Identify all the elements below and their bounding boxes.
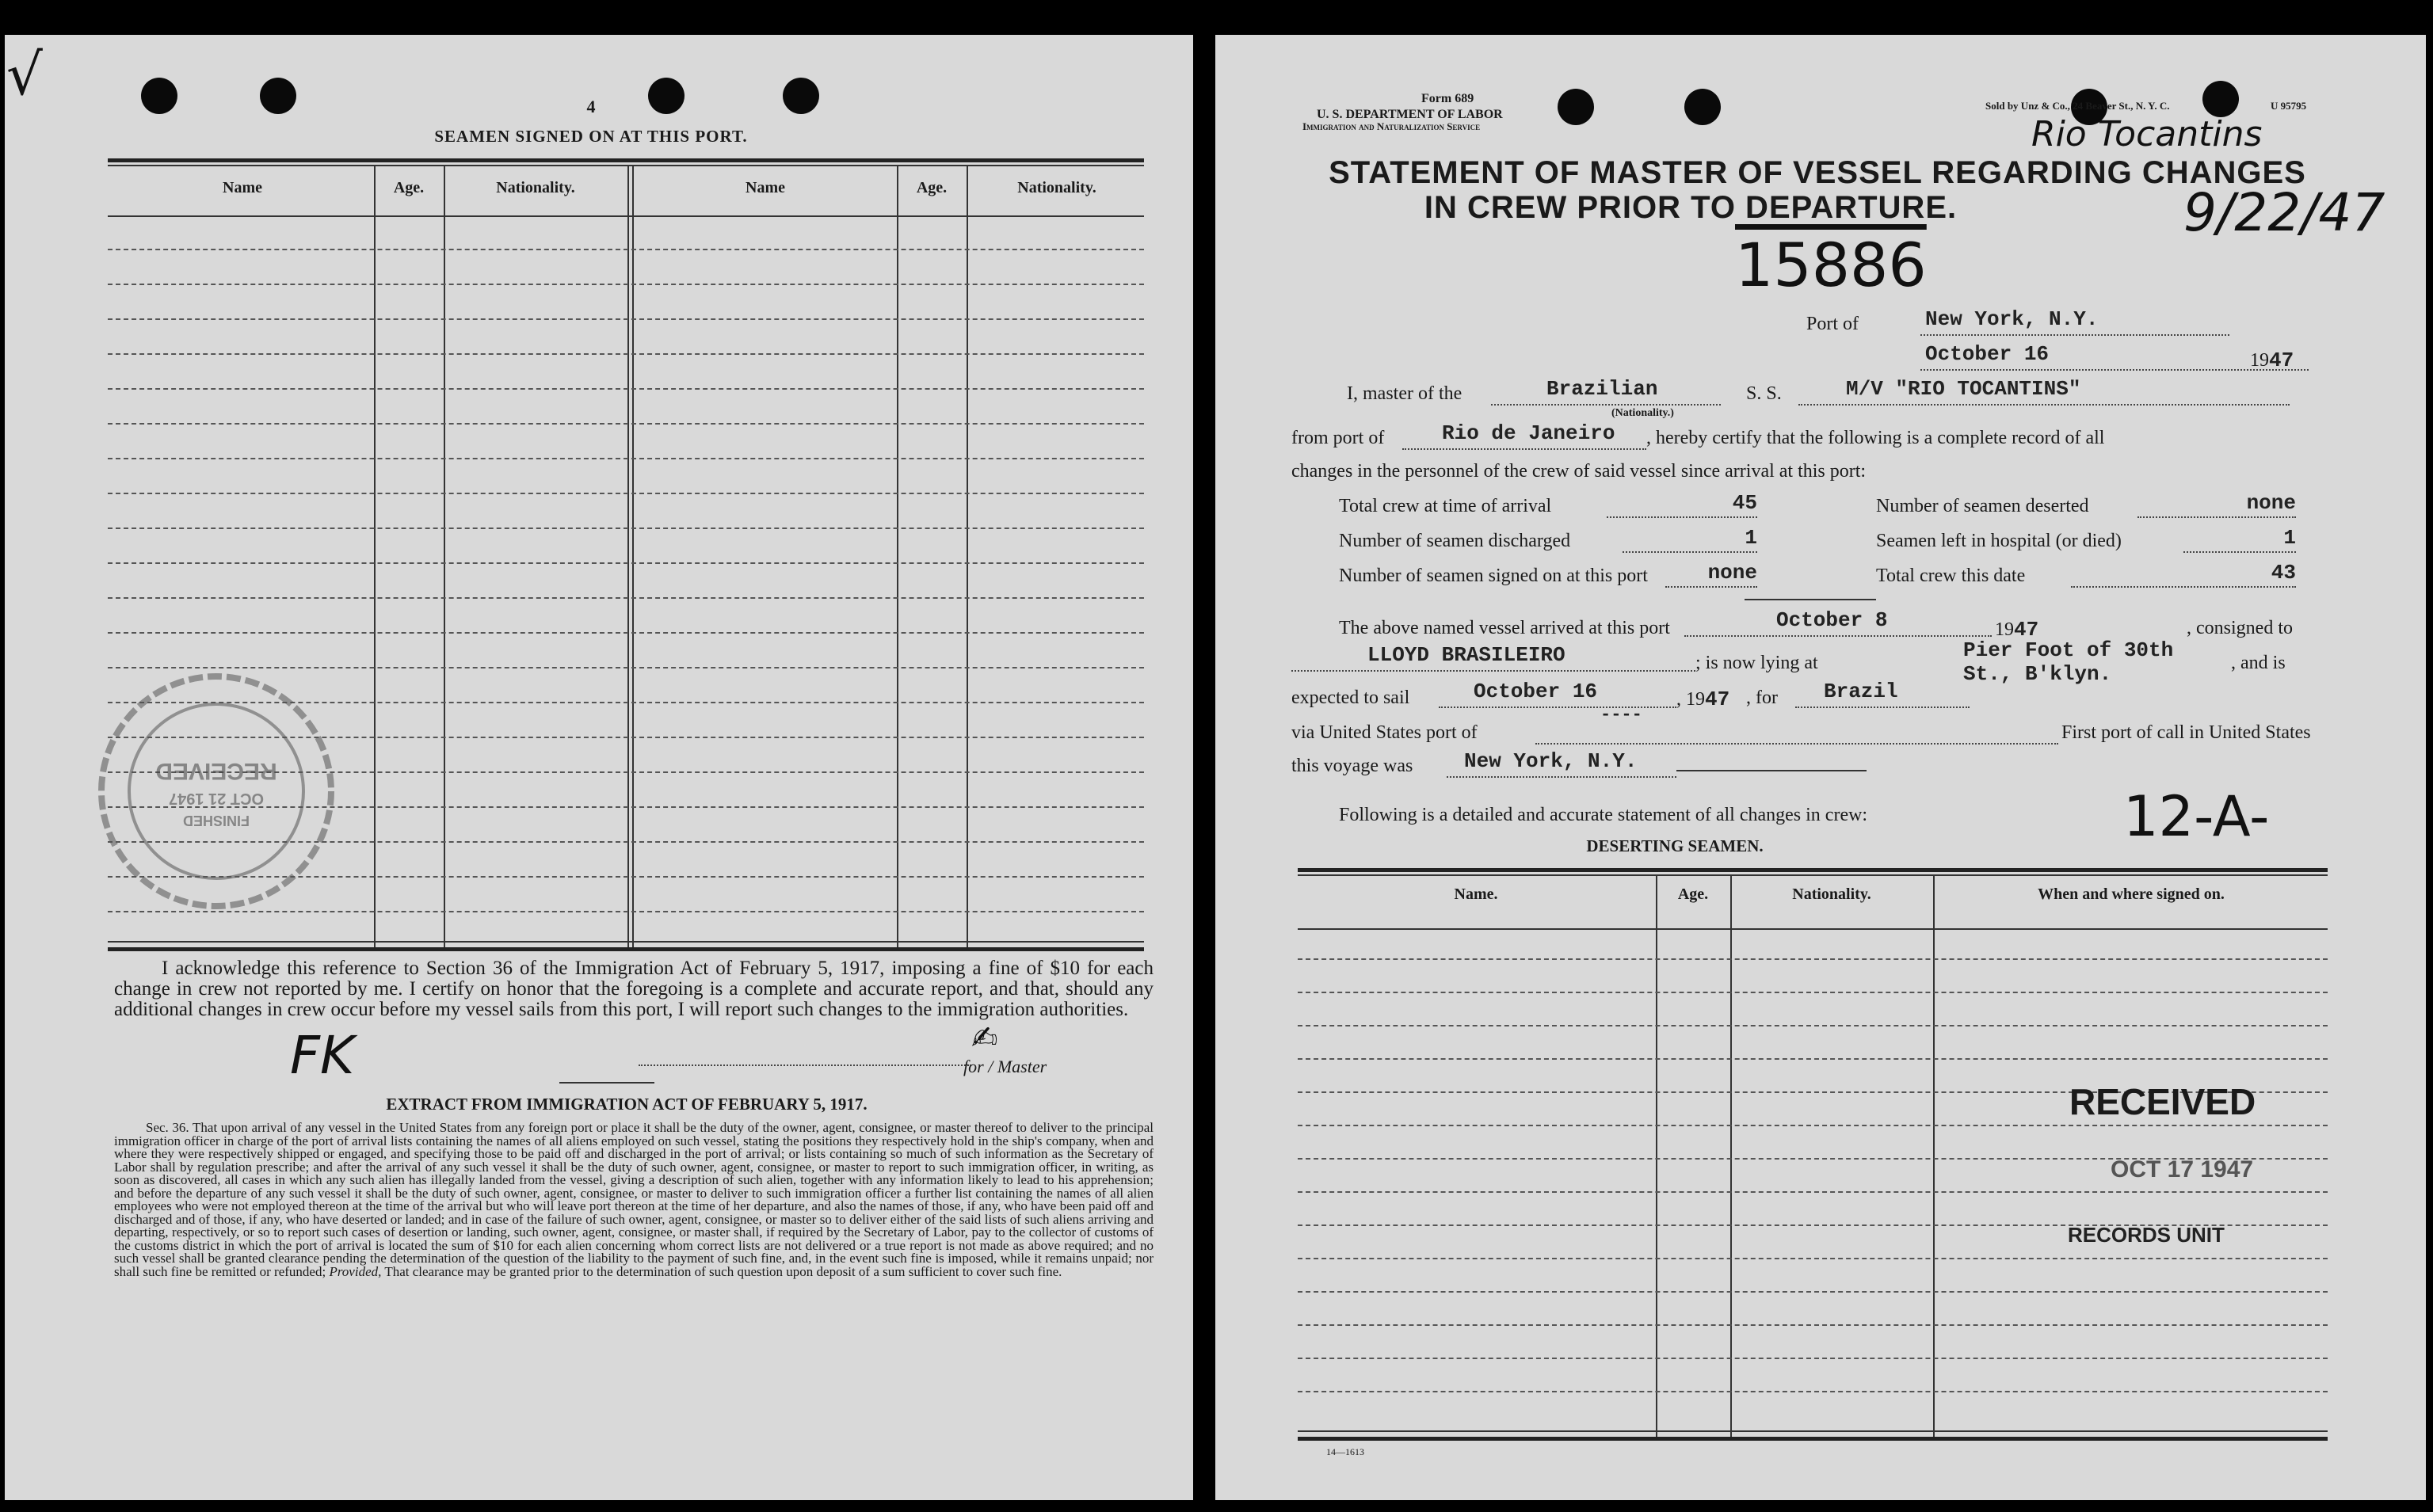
from-port-label: from port of: [1291, 428, 1385, 448]
table-row: [1298, 1191, 2328, 1193]
stat-total-date-value: 43: [2071, 561, 2296, 588]
service: Immigration and Naturalization Service: [1302, 120, 1481, 132]
column-header: Nationality.: [1017, 179, 1096, 196]
table-row: [1298, 1258, 2328, 1259]
table-row: [108, 353, 1144, 355]
ss-label: S. S.: [1746, 383, 1782, 404]
column-header: Name: [746, 179, 785, 196]
table-top-rule: [1298, 874, 2328, 876]
lying-field: Pier Foot of 30th St., B'klyn.: [1963, 638, 2174, 686]
extract-body: [114, 1122, 1154, 1278]
column-header: When and where signed on.: [2038, 885, 2225, 903]
sold-by: Sold by Unz & Co., 24 Beaver St., N. Y. C.: [1985, 100, 2170, 112]
left-page: [5, 35, 1193, 1500]
table-top-rule: [1298, 868, 2328, 872]
arrived-year: 1947: [1995, 618, 2039, 642]
column-header: Nationality.: [1792, 885, 1871, 903]
from-port-field: Rio de Janeiro: [1402, 421, 1646, 450]
extract-sec: Sec. 36.: [146, 1120, 189, 1135]
table-row: [108, 562, 1144, 564]
stamp-text: [141, 757, 292, 828]
table-top-rule: [108, 165, 1144, 166]
changes-text: changes in the personnel of the crew of said vessel since arrival at this port:: [1291, 461, 1867, 482]
table-row: [108, 388, 1144, 390]
vessel-field: M/V "RIO TOCANTINS": [1798, 377, 2290, 406]
stat-deserted-label: Number of seamen deserted: [1876, 496, 2089, 516]
table-row: [108, 527, 1144, 529]
signature-line: [639, 1050, 971, 1066]
via-dash: ----: [1600, 705, 1642, 725]
records-unit: RECORDS UNIT: [2068, 1223, 2225, 1247]
table-bottom-rule: [1298, 1437, 2328, 1441]
via-label: via United States port of: [1291, 722, 1478, 743]
handwritten-initials: FK: [290, 1025, 355, 1086]
column-header: Nationality.: [496, 179, 575, 196]
table-row: [108, 493, 1144, 494]
table-row: [1298, 1058, 2328, 1060]
sail-field: October 16: [1439, 680, 1676, 708]
header-rule: [108, 215, 1144, 217]
short-rule: [559, 1082, 654, 1084]
stat-total-arrival-label: Total crew at time of arrival: [1339, 496, 1552, 516]
voyage-label: this voyage was: [1291, 756, 1413, 776]
right-page: [1215, 35, 2426, 1500]
column-header: Age.: [1677, 885, 1709, 903]
table-row: [1298, 1125, 2328, 1126]
consigned-label: , consigned to: [2187, 618, 2293, 638]
punch-hole: [2202, 81, 2239, 117]
arrived-field: October 8: [1684, 608, 1992, 637]
consignee-field: LLOYD BRASILEIRO: [1291, 643, 1695, 672]
signature-master: Master: [997, 1057, 1047, 1076]
column-divider-double: [627, 165, 634, 949]
column-divider: [444, 165, 445, 949]
handwritten-vessel: Rio Tocantins: [2031, 114, 2263, 154]
round-stamp: [93, 668, 339, 914]
deserting-heading: DESERTING SEAMEN.: [1586, 836, 1764, 855]
first-port-label: First port of call in United States: [2061, 722, 2311, 743]
received-stamp: RECEIVED: [2069, 1081, 2256, 1122]
header-rule: [1298, 928, 2328, 930]
punch-hole: [141, 78, 177, 114]
checkmark: √: [6, 41, 43, 108]
stat-signed-on-label: Number of seamen signed on at this port: [1339, 566, 1648, 586]
lying-label: ; is now lying at: [1695, 653, 1818, 673]
form-code: U 95795: [2271, 100, 2307, 112]
extract-proviso-label: Provided,: [329, 1263, 382, 1279]
table-bottom-rule: [1298, 1430, 2328, 1432]
table-row: [108, 597, 1144, 599]
handwritten-date: 9/22/47: [2183, 182, 2385, 243]
signature: ✍: [971, 1020, 998, 1057]
stat-hospital-label: Seamen left in hospital (or died): [1876, 531, 2122, 551]
port-of-label: Port of: [1806, 314, 1859, 334]
punch-hole: [1684, 89, 1721, 125]
table-row: [108, 249, 1144, 250]
stat-hospital-value: 1: [2183, 526, 2296, 553]
acknowledgement-text: I acknowledge this reference to Section 36 of the Immigration Act of February 5, 1917, imposing a fine of $10 for each change in crew not reported by me. I certify on honor that the foregoing is a complete and accurate report, and that, should any additional changes in crew occur before my vessel sails from this port, I will report such changes to the immigration authorities.: [114, 958, 1154, 1020]
table-row: [108, 318, 1144, 320]
table-row: [108, 458, 1144, 459]
table-bottom-rule: [108, 941, 1144, 943]
form-number: Form 689: [1421, 92, 1474, 105]
form-title-line1: STATEMENT OF MASTER OF VESSEL REGARDING CHANGES: [1329, 155, 2306, 190]
table-bottom-rule: [108, 947, 1144, 951]
punch-hole: [648, 78, 685, 114]
stat-total-arrival-value: 45: [1607, 491, 1757, 518]
department: U. S. DEPARTMENT OF LABOR: [1317, 108, 1503, 121]
table-row: [1298, 1324, 2328, 1326]
table-row: [1298, 958, 2328, 960]
stat-discharged-value: 1: [1623, 526, 1757, 553]
column-header: Name: [223, 179, 262, 196]
extract-title: EXTRACT FROM IMMIGRATION ACT OF FEBRUARY 5, 1917.: [386, 1095, 868, 1114]
table-top-rule: [108, 158, 1144, 162]
table-row: [1298, 1291, 2328, 1293]
voyage-field: New York, N.Y.: [1447, 749, 1676, 778]
signature-label: for / Master: [963, 1057, 1047, 1076]
page-number: 4: [586, 97, 596, 116]
nationality-caption: (Nationality.): [1611, 407, 1674, 419]
handwritten-doc-number: 15886: [1735, 230, 1927, 300]
year-field: 1947: [2250, 348, 2294, 372]
nationality-field: Brazilian: [1491, 377, 1721, 406]
master-label: I, master of the: [1347, 383, 1462, 404]
stat-discharged-label: Number of seamen discharged: [1339, 531, 1571, 551]
column-divider: [897, 165, 898, 949]
stat-total-date-label: Total crew this date: [1876, 566, 2026, 586]
column-header: Age.: [393, 179, 425, 196]
date-field: October 16: [1920, 342, 2309, 371]
column-header: Age.: [916, 179, 948, 196]
stat-signed-on-value: none: [1665, 561, 1757, 588]
sail-label: expected to sail: [1291, 687, 1410, 708]
table-row: [108, 632, 1144, 634]
section-heading: SEAMEN SIGNED ON AT THIS PORT.: [434, 127, 748, 146]
sail-year: , 1947: [1676, 687, 1730, 711]
table-row: [1298, 1025, 2328, 1026]
signature-prefix: for: [963, 1057, 984, 1076]
via-field-line: [1535, 732, 2058, 745]
table-row: [1298, 1391, 2328, 1392]
table-row: [1298, 992, 2328, 993]
stat-rule: [1745, 599, 1876, 600]
stat-deserted-value: none: [2137, 491, 2296, 518]
for-field: Brazil: [1795, 680, 1970, 708]
voyage-underline: [1676, 770, 1867, 771]
port-of-field: New York, N.Y.: [1920, 307, 2229, 336]
table-row: [108, 284, 1144, 285]
form-title-line2: IN CREW PRIOR TO DEPARTURE.: [1424, 190, 1958, 225]
extract-text: That upon arrival of any vessel in the United States from any foreign port or place it shall be the duty of the owner, agent, consignee, or master thereof to deliver to the principal immigration officer in charge of the port of arrival lists containing the names of all aliens employed on such vessel, stating the positions they respectively hold in the ship's company, when and where they were respectively shipped or engaged, and specifying those to be paid off and discharged in the port of arrival; or lists containing so much of such information as the Secretary of Labor shall by regulation prescribe; and after the arrival of any such vessel it shall be the duty of such owner, agent, consignee, or master to report to such immigration officer, in writing, as soon as discovered, all cases in which any such alien has illegally landed from the vessel, giving a description of such alien, together with any information likely to lead to his apprehension; and before the departure of any such vessel it shall be the duty of such owner, agent, consignee, or master to deliver to such immigration officer a further list containing the names of all alien employees who were not employed thereon at the time of the arrival but who will leave port thereon at the time of her departure, and also the names of those, if any, who have been paid off and discharged and of those, if any, who have deserted or landed; and in case of the failure of such owner, agent, consignee, or master so to deliver either of the said lists of such aliens arriving and departing, respectively, or so to report such cases of desertion or landing, such owner, agent, consignee, or master shall, if required by the Secretary of Labor, pay to the collector of customs of the customs district in which the port of arrival is located the sum of $10 for each alien concerning whom correct lists are not delivered or a true report is not made as above required; and no such vessel shall be granted clearance pending the determination of the question of the liability to the payment of such fine, and, in the event such fine is imposed, while it remains unpaid; nor shall such fine be remitted or refunded;: [114, 1120, 1154, 1279]
punch-hole: [783, 78, 819, 114]
column-header: Name.: [1454, 885, 1498, 903]
table-row: [108, 423, 1144, 425]
following-text: Following is a detailed and accurate statement of all changes in crew:: [1339, 805, 1868, 825]
received-date: OCT 17 1947: [2111, 1156, 2254, 1183]
footer-code: 14—1613: [1326, 1446, 1364, 1457]
punch-hole: [1558, 89, 1594, 125]
column-divider: [967, 165, 968, 949]
and-is-label: , and is: [2231, 653, 2286, 673]
extract-proviso: That clearance may be granted prior to the determination of such question upon deposit of a sum sufficient to cover such fine.: [384, 1263, 1062, 1279]
stamp-line: RECEIVED: [155, 758, 277, 784]
column-divider: [374, 165, 376, 949]
stamp-line: FINISHED: [183, 813, 250, 828]
handwritten-code: 12-A-: [2123, 784, 2270, 849]
table-row: [1298, 1358, 2328, 1359]
arrived-label: The above named vessel arrived at this port: [1339, 618, 1670, 638]
certify-text: , hereby certify that the following is a complete record of all: [1646, 428, 2105, 448]
stamp-line: OCT 21 1947: [168, 790, 265, 807]
for-label: , for: [1746, 687, 1778, 708]
punch-hole: [260, 78, 296, 114]
